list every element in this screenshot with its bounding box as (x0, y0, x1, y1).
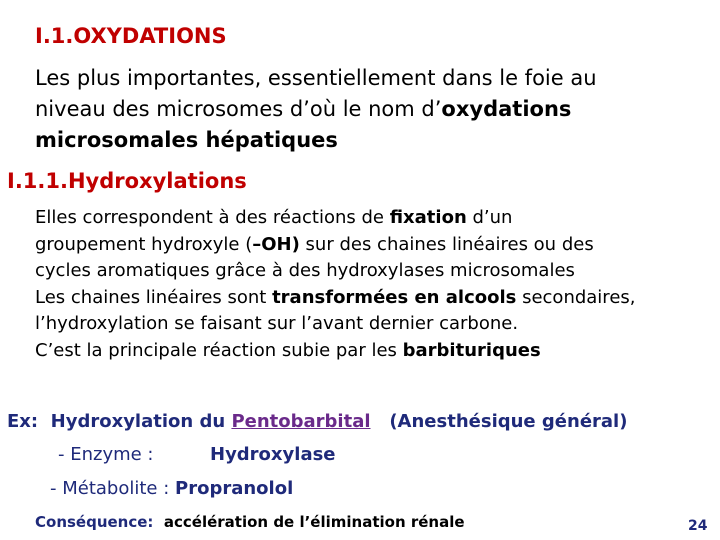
para-bold: barbituriques (402, 339, 541, 361)
enzyme-label: - Enzyme : (58, 444, 154, 465)
para-text: groupement hydroxyle ( (35, 233, 253, 255)
para-bold: –OH) (252, 233, 300, 255)
intro-bold-term: oxydations (441, 97, 572, 121)
para-line-6 (35, 338, 636, 365)
para-line-1 (35, 205, 636, 232)
example-text: Hydroxylation du (50, 411, 232, 432)
consequence-label: Conséquence: (35, 513, 154, 531)
example-paren: (Anesthésique général) (389, 411, 628, 432)
intro-line-3: microsomales hépatiques (35, 128, 338, 152)
metabolite-label: - Métabolite : (50, 478, 170, 499)
hydroxylation-paragraph (35, 205, 636, 364)
para-text: secondaires, (516, 286, 636, 308)
example-label: Ex: (7, 411, 39, 432)
section-heading: I.1.OXYDATIONS (35, 24, 227, 48)
enzyme-line (58, 441, 336, 469)
intro-paragraph (35, 63, 597, 156)
para-text: Les chaines linéaires sont (35, 286, 273, 308)
enzyme-value: Hydroxylase (210, 444, 336, 465)
subsection-heading: I.1.1.Hydroxylations (7, 169, 247, 193)
para-bold: fixation (389, 207, 467, 228)
para-text: sur des chaines linéaires ou des (299, 233, 594, 255)
example-drug: Pentobarbital (231, 411, 371, 432)
para-line-3: cycles aromatiques grâce à des hydroxylases microsomales (35, 260, 575, 281)
para-line-5: l’hydroxylation se faisant sur l’avant dernier carbone. (35, 313, 519, 334)
page-number: 24 (688, 518, 708, 534)
consequence-text: accélération de l’élimination rénale (163, 513, 465, 531)
metabolite-value: Propranolol (175, 478, 294, 499)
intro-line-2 (35, 94, 597, 125)
para-text: Elles correspondent à des réactions de (35, 207, 390, 228)
consequence-line (35, 512, 465, 532)
metabolite-line (50, 475, 293, 503)
intro-line-1: Les plus importantes, essentiellement dans le foie au (35, 66, 597, 90)
para-line-4 (35, 285, 636, 312)
para-bold: transformées en alcools (272, 286, 517, 308)
para-line-2 (35, 232, 636, 259)
intro-line-2-text: niveau des microsomes d’où le nom d’ (35, 97, 442, 121)
para-text: C’est la principale réaction subie par les (35, 339, 403, 361)
para-text: d’un (466, 207, 513, 228)
example-line (7, 408, 627, 436)
